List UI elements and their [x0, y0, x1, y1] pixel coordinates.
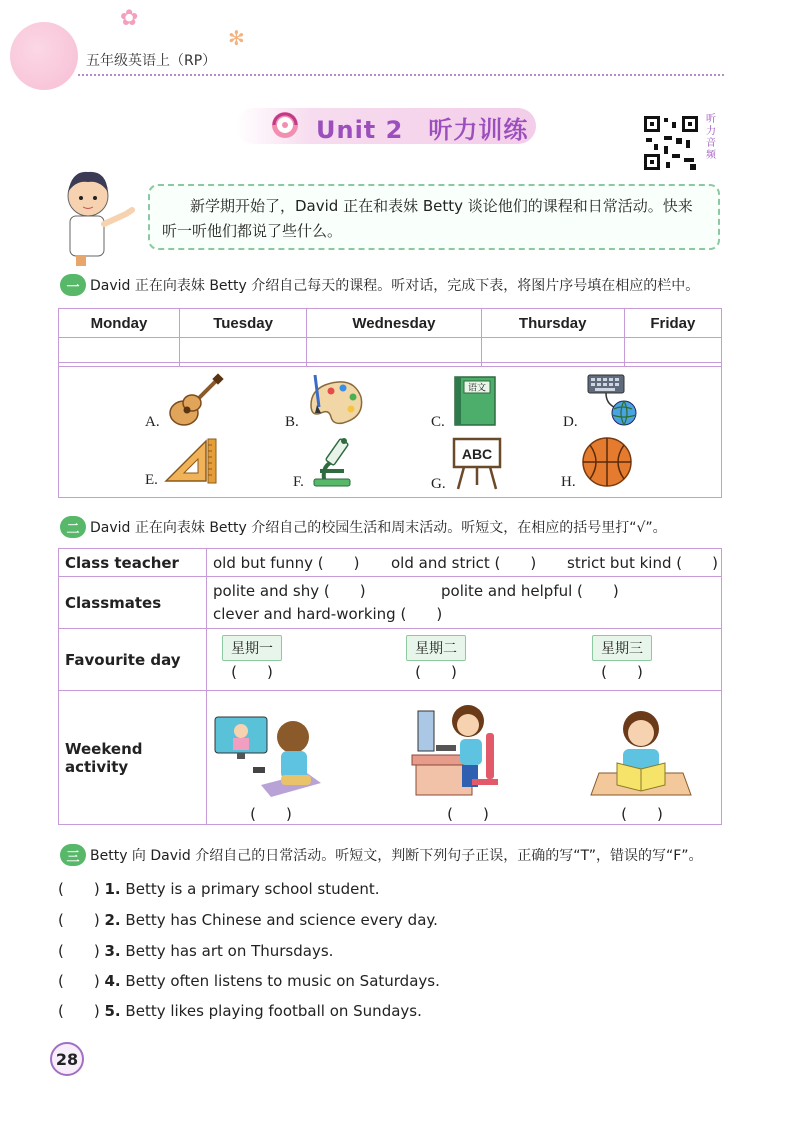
day-header: Monday: [59, 309, 180, 338]
section3-instruction: Betty 向 David 介绍自己的日常活动。听短文，判断下列句子正误，正确的写“T”，错误的写“F”。: [90, 848, 703, 864]
section1-badge: 一: [60, 274, 86, 296]
judge-item: ( ) 2. Betty has Chinese and science every day.: [58, 911, 438, 929]
qr-label: 听力音频: [706, 114, 716, 161]
picture-options-box: [58, 362, 722, 498]
section2-badge: 二: [60, 516, 86, 538]
computer-keyboard-icon: [582, 373, 640, 429]
unit-title: Unit 2 听力训练: [316, 116, 529, 144]
class-teacher-options: [207, 549, 722, 577]
decorative-blob: [10, 22, 78, 90]
judge-item: ( ) 4. Betty often listens to music on Saturdays.: [58, 972, 440, 990]
book-title: 五年级英语上（RP）: [86, 53, 217, 69]
picture-option-f: F.: [293, 435, 362, 489]
picture-option-d: D.: [563, 373, 640, 429]
section1-heading: [60, 274, 699, 296]
section3-heading: [60, 844, 703, 866]
weekend-option-use-computer[interactable]: [406, 699, 530, 824]
using-computer-illustration: [408, 699, 528, 799]
judge-item: ( ) 3. Betty has art on Thursdays.: [58, 942, 334, 960]
option-old-but-funny[interactable]: old but funny ( ): [213, 554, 360, 572]
option-clever-and-hard-working[interactable]: clever and hard-working ( ): [213, 604, 443, 623]
answer-paren[interactable]: ( ): [415, 662, 457, 681]
day-card: 星期三: [592, 635, 652, 661]
weekend-option-read-book[interactable]: [580, 703, 704, 824]
judge-item: ( ) 1. Betty is a primary school student.: [58, 880, 380, 898]
answer-paren[interactable]: ( ): [58, 942, 100, 960]
answer-paren[interactable]: ( ): [58, 972, 100, 990]
day-header: Wednesday: [307, 309, 482, 338]
weekend-option-watch-tv[interactable]: [210, 713, 332, 824]
intro-speech-box: [148, 184, 720, 250]
day-card: 星期一: [222, 635, 282, 661]
boy-illustration: [58, 162, 142, 266]
answer-paren[interactable]: ( ): [447, 804, 489, 823]
day-header: Thursday: [481, 309, 624, 338]
classmates-options: [207, 577, 722, 629]
weekend-activity-options: [207, 691, 722, 825]
ruler-triangle-icon: [162, 435, 220, 487]
qr-code-icon[interactable]: [642, 114, 700, 172]
row-label-class-teacher: Class teacher: [59, 549, 207, 577]
answer-paren[interactable]: ( ): [601, 662, 643, 681]
microscope-icon: [308, 435, 362, 489]
option-polite-and-shy[interactable]: polite and shy ( ): [213, 581, 366, 600]
judge-item: ( ) 5. Betty likes playing football on Sundays.: [58, 1002, 422, 1020]
book-label: 语文: [467, 383, 486, 394]
section3-badge: 三: [60, 844, 86, 866]
section2-instruction: David 正在向表妹 Betty 介绍自己的校园生活和周末活动。听短文，在相应的括号里打“√”。: [90, 520, 667, 536]
day-card: 星期二: [406, 635, 466, 661]
picture-option-a: A.: [145, 373, 224, 429]
section1-instruction: David 正在向表妹 Betty 介绍自己每天的课程。听对话，完成下表，将图片序号填在相应的栏中。: [90, 278, 700, 294]
headphone-icon: [270, 110, 300, 140]
row-label-favourite-day: Favourite day: [59, 629, 207, 691]
palette-icon: [303, 373, 365, 429]
answer-paren[interactable]: ( ): [621, 804, 663, 823]
answer-paren[interactable]: ( ): [231, 662, 273, 681]
day-option-wednesday[interactable]: [586, 635, 658, 682]
timetable: [58, 308, 722, 367]
day-option-tuesday[interactable]: [400, 635, 472, 682]
picture-option-e: E.: [145, 435, 220, 487]
favourite-day-options: [207, 629, 722, 691]
intro-text-line1: 新学期开始了，David 正在和表妹 Betty 谈论他们的课程和日常活动。快来: [190, 197, 693, 215]
answer-paren[interactable]: ( ): [58, 880, 100, 898]
section2-heading: [60, 516, 667, 538]
school-life-table: [58, 548, 722, 825]
row-label-weekend-activity: Weekend activity: [59, 691, 207, 825]
option-polite-and-helpful[interactable]: polite and helpful ( ): [441, 581, 619, 600]
flower-icon: ✻: [228, 26, 245, 50]
picture-option-g: G. ABC: [431, 435, 506, 491]
watching-tv-illustration: [211, 713, 331, 799]
basketball-icon: [580, 435, 634, 489]
answer-paren[interactable]: ( ): [58, 911, 100, 929]
day-header: Tuesday: [179, 309, 306, 338]
option-strict-but-kind[interactable]: strict but kind ( ): [567, 554, 718, 572]
answer-paren[interactable]: ( ): [58, 1002, 100, 1020]
picture-option-h: H.: [561, 435, 634, 489]
board-text: ABC: [461, 446, 492, 462]
flower-icon: ✿: [120, 6, 139, 31]
reading-book-illustration: [587, 703, 697, 799]
picture-option-b: B.: [285, 373, 365, 429]
answer-paren[interactable]: ( ): [250, 804, 292, 823]
guitar-icon: [164, 373, 224, 429]
day-option-monday[interactable]: [216, 635, 288, 682]
header-divider: [78, 74, 724, 76]
page-number: 28: [50, 1042, 84, 1076]
option-old-and-strict[interactable]: old and strict ( ): [391, 554, 537, 572]
chinese-book-icon: [449, 373, 499, 429]
day-header: Friday: [624, 309, 721, 338]
row-label-classmates: Classmates: [59, 577, 207, 629]
intro-text-line2: 听一听他们都说了些什么。: [162, 222, 343, 240]
abc-board-icon: [450, 435, 506, 491]
picture-option-c: C. 语文: [431, 373, 499, 429]
